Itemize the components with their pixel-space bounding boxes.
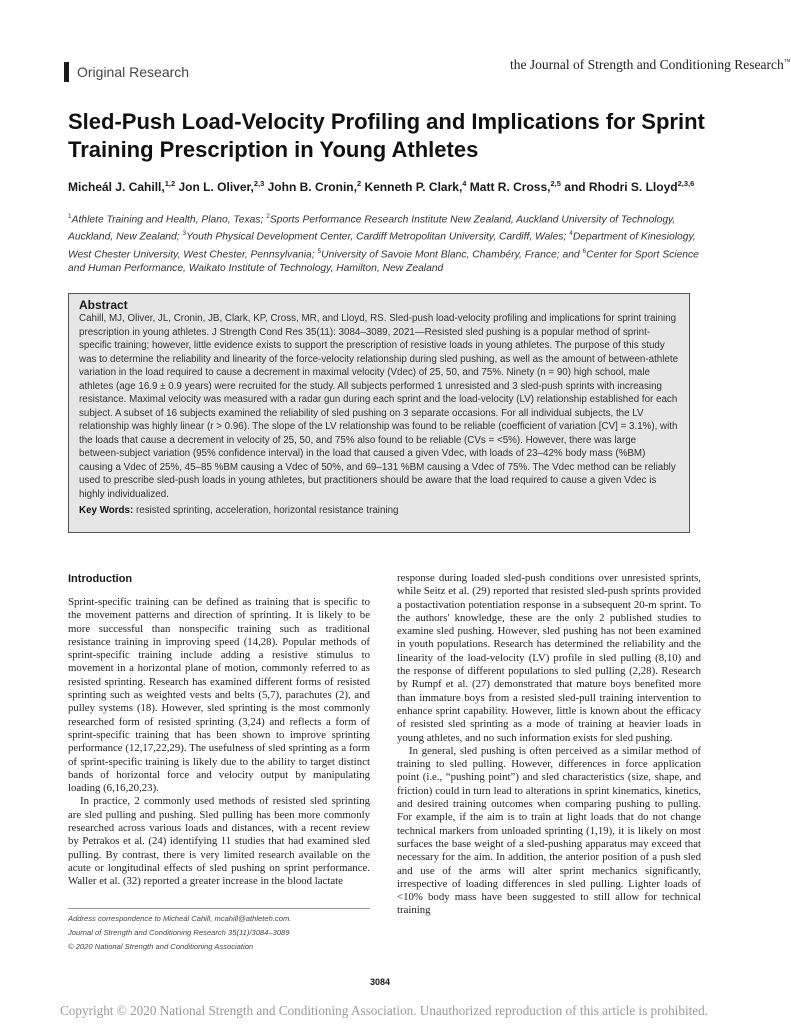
footnote-divider	[68, 908, 370, 909]
author: Jon L. Oliver,$^{2,3}$	[178, 179, 265, 194]
abstract-box	[68, 293, 690, 533]
abstract-text: Cahill, MJ, Oliver, JL, Cronin, JB, Clark, KP, Cross, MR, and Lloyd, RS. Sled-push load-velocity profiling and implications for sprint training prescription in young athletes. J Strength Cond Res 35(11): 3084–3089, 2021—Resisted sled pushing is a popular method of sprint-specific training; however, little evidence exists to support the prescription of resistive loads in young athletes. The purpose of this study was to determine the reliability and linearity of the force-velocity relationship during sled pushing, as well as the amount of between-athlete variation in the load required to cause a decrement in maximal velocity (Vdec) of 25, 50, and 75%. Ninety (n = 90) high school, male athletes (age 16.9 ± 0.9 years) were recruited for the study. All subjects performed 1 unresisted and 3 sled-push sprints with increasing resistance. Maximal velocity was measured with a radar gun during each sprint and the load-velocity (LV) relationship established for each subject. A subset of 16 subjects examined the reliability of sled pushing on 3 separate occasions. For all individual subjects, the LV relationship was highly linear (r > 0.96). The slope of the LV relationship was found to be reliable (coefficient of variation [CV] = 3.1%), with the loads that cause a decrement in velocity of 25, 50, and 75% also found to be reliable (CVs = <5%). However, there was large between-subject variation (95% confidence interval) in the load that caused a given Vdec, with loads of 23–42% body mass (%BM) causing a Vdec of 25%, 45–85 %BM causing a Vdec of 50%, and 69–131 %BM causing a Vdec of 75%. The Vdec method can be reliably used to prescribe sled-push loads in young athletes, but practitioners should be aware that the load required to cause a given Vdec is highly individualized.	[79, 313, 679, 500]
copyright-banner: Copyright © 2020 National Strength and Conditioning Association. Unauthorized reproduction of this article is prohibited.	[59, 1003, 709, 1018]
journal-trademark: ™	[783, 57, 791, 66]
paragraph: In practice, 2 commonly used methods of resisted sled sprinting are sled pulling and pushing. Sled pulling has been more commonly researched across various loads and distances, with a recent review by Petrakos et al. (24) identifying 11 studies that had examined sled pulling. By contrast, there is very limited research available on the acute or longitudinal effects of sled pushing on sprint performance. Waller et al. (32) reported a greater increase in the blood lactate	[68, 795, 370, 888]
citation-note: Journal of Strength and Conditioning Research 35(11)/3084–3089	[68, 928, 290, 937]
author: Kenneth P. Clark,$^4$	[364, 179, 467, 194]
author: John B. Cronin,$^2$	[267, 179, 362, 194]
right-column	[397, 572, 701, 918]
keywords	[79, 504, 679, 518]
introduction-heading: Introduction	[68, 573, 133, 585]
footnotes	[68, 912, 378, 954]
page-number: 3084	[370, 977, 391, 987]
journal-logo	[510, 57, 791, 73]
abstract-heading: Abstract	[79, 298, 128, 312]
author: Micheál J. Cahill,$^{1,2}$	[68, 179, 176, 194]
correspondence-note: Address correspondence to Micheál Cahill, mcahill@athleteh.com.	[68, 914, 292, 923]
author: Matt R. Cross,$^{2,5}$	[469, 179, 561, 194]
paragraph: In general, sled pushing is often perceived as a similar method of training to sled pulling. However, differences in force application point (i.e., “pushing point”) and sled characteristics (size, shape, and friction) could in turn lead to alterations in sprint kinematics, kinetics, and desired training outcomes when comparing pushing to pulling. For example, if the aim is to train at light loads that do not change technical markers from unloaded sprinting (1,19), it is likely on most surfaces the base weight of a sled-pushing apparatus may exceed that necessary for the aim. In addition, the anterior position of a push sled and use of the arms will alter sprint mechanics significantly, irrespective of loading differences in sled pulling. Lighter loads of <10% body mass have been suggested to still allow for technical training	[397, 744, 701, 917]
affiliations: $^1$Athlete Training and Health, Plano, Texas; $^2$Sports Performance Research Institute New Zealand, Auckland University of Technology, Auckland, New Zealand; $^3$Youth Physical Development Center, Cardiff Metropolitan University, Cardiff, Wales; $^4$Department of Kinesiology, West Chester University, West Chester, Pennsylvania; $^5$University of Savoie Mont Blanc, Chambéry, France; and $^6$Center for Sport Science and Human Performance, Waikato Institute of Technology, Hamilton, New Zealand	[68, 213, 699, 275]
author-list	[68, 176, 718, 195]
paragraph: response during loaded sled-push conditions over unresisted sprints, while Seitz et al. (29) reported that resisted sled-push sprints provided a postactivation potentiation response in a subsequent 20-m sprint. To the authors' knowledge, these are the only 2 published studies to examine sled pushing. However, sled pushing has not been examined in youth populations. Research has determined the reliability and the linearity of the load-velocity (LV) profile in sled pulling (8,10) and the response of different populations to sled pulling (2,28). Research by Rumpf et al. (27) demonstrated that mature boys benefited more than immature boys from a resisted sled-pull training intervention to enhance sprint capability. However, little is known about the efficacy of resisted sled sprinting as a mode of training at heavier loads in young athletes, and no such information exists for sled pushing.	[397, 572, 701, 744]
left-column	[68, 596, 370, 889]
keywords-text: resisted sprinting, acceleration, horizontal resistance training	[136, 505, 399, 516]
paragraph: Sprint-specific training can be defined as training that is specific to the movement patterns and direction of sprinting. It is likely to be more successful than nonspecific training such as traditional resistance training in improving speed (14,28). Popular methods of sprint-specific training include adding a resistive stimulus to movement in a horizontal plane of motion, commonly referred to as resisted sprinting. Research has examined different forms of resisted sprinting such as weighted vests and belts (5,7), parachutes (2), and pulley systems (18). However, sled sprinting is the most commonly researched form of resisted sprinting (3,24) and reflects a form of sprint-specific training that has been shown to improve sprinting performance (12,17,22,29). The usefulness of sled sprinting as a form of sprint-specific training is likely due to the ability to target distinct bands of horizontal force and velocity output by manipulating loading (6,16,20,23).	[68, 596, 370, 795]
keywords-label: Key Words:	[79, 505, 134, 516]
journal-name: the Journal of Strength and Conditioning Research	[510, 57, 784, 72]
section-marker-bar	[64, 62, 69, 82]
article-title: Sled-Push Load-Velocity Profiling and Implications for Sprint Training Prescription in Young Athletes	[68, 109, 705, 162]
copyright-note: © 2020 National Strength and Conditioning Association	[68, 942, 254, 951]
author: and Rhodri S. Lloyd$^{2,3,6}$	[564, 179, 695, 194]
section-label: Original Research	[77, 64, 190, 80]
